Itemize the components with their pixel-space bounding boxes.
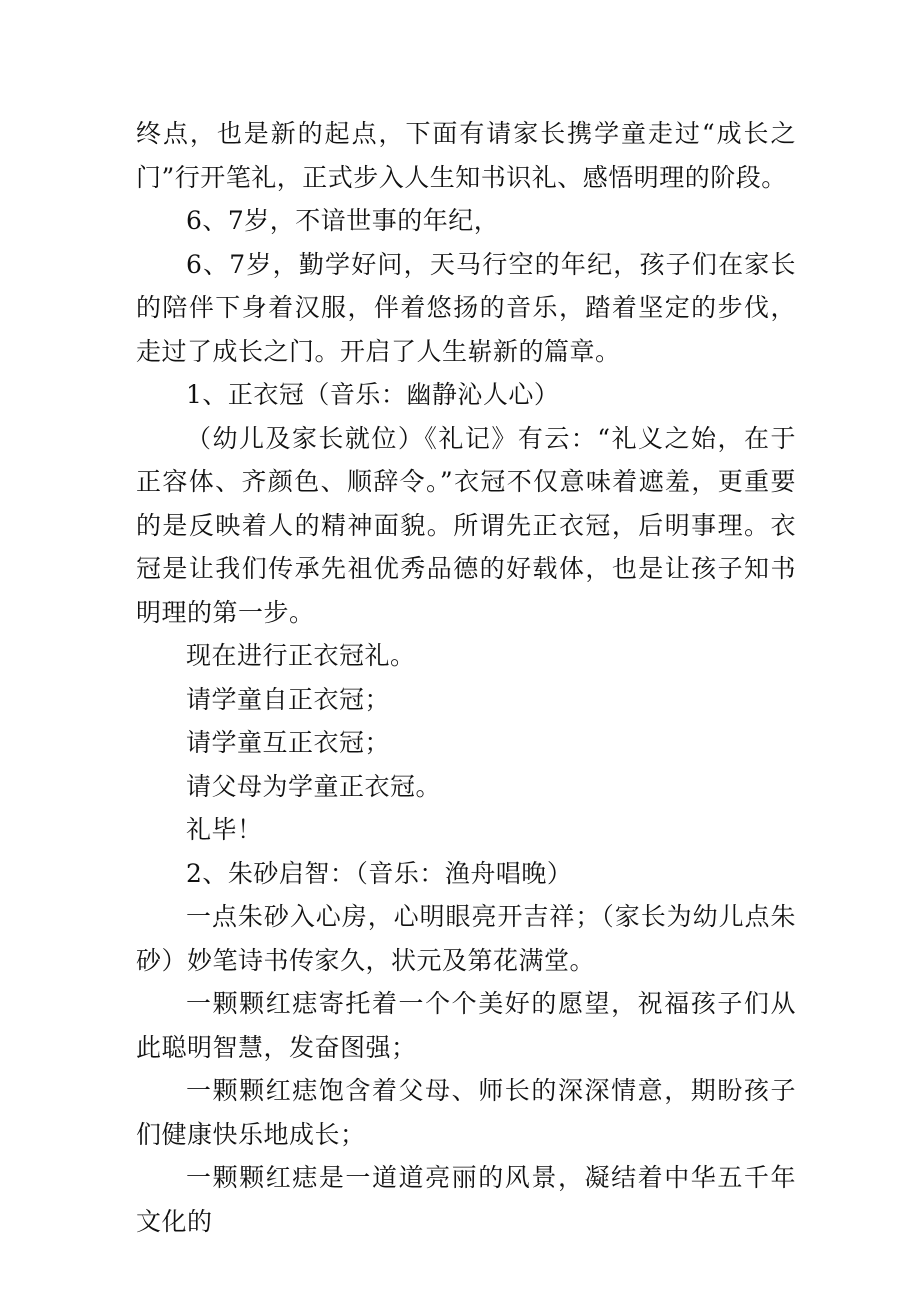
paragraph: 6、7岁，勤学好问，天马行空的年纪，孩子们在家长的陪伴下身着汉服，伴着悠扬的音乐，踏着坚定的步伐，走过了成长之门。开启了人生崭新的篇章。 [136, 249, 796, 366]
paragraph: 一颗颗红痣寄托着一个个美好的愿望，祝福孩子们从此聪明智慧，发奋图强； [136, 989, 796, 1062]
document-body [136, 112, 796, 1243]
paragraph: 终点，也是新的起点，下面有请家长携学童走过“成长之门”行开笔礼，正式步入人生知书识礼、感悟明理的阶段。 [136, 119, 796, 192]
section-heading: 2、朱砂启智：（音乐：渔舟唱晚） [186, 858, 573, 888]
paragraph: 一点朱砂入心房，心明眼亮开吉祥；（家长为幼儿点朱砂）妙笔诗书传家久，状元及第花满堂。 [136, 902, 796, 975]
paragraph: （幼儿及家长就位）《礼记》有云：“礼义之始，在于正容体、齐颜色、顺辞令。”衣冠不仅意味着遮羞，更重要的是反映着人的精神面貌。所谓先正衣冠，后明事理。衣冠是让我们传承先祖优秀品德的好载体，也是让孩子知书明理的第一步。 [136, 423, 796, 627]
paragraph: 现在进行正衣冠礼。 [186, 641, 416, 670]
paragraph: 一颗颗红痣饱含着父母、师长的深深情意，期盼孩子们健康快乐地成长； [136, 1076, 796, 1149]
paragraph: 礼毕！ [186, 815, 263, 844]
paragraph: 请学童自正衣冠； [186, 684, 391, 714]
paragraph: 请学童互正衣冠； [186, 728, 391, 757]
paragraph: 请父母为学童正衣冠。 [186, 771, 442, 801]
paragraph: 一颗颗红痣是一道道亮丽的风景，凝结着中华五千年文化的 [136, 1163, 796, 1236]
paragraph: 6、7岁，不谙世事的年纪， [186, 206, 500, 235]
section-heading: 1、正衣冠（音乐：幽静沁人心） [186, 380, 560, 409]
